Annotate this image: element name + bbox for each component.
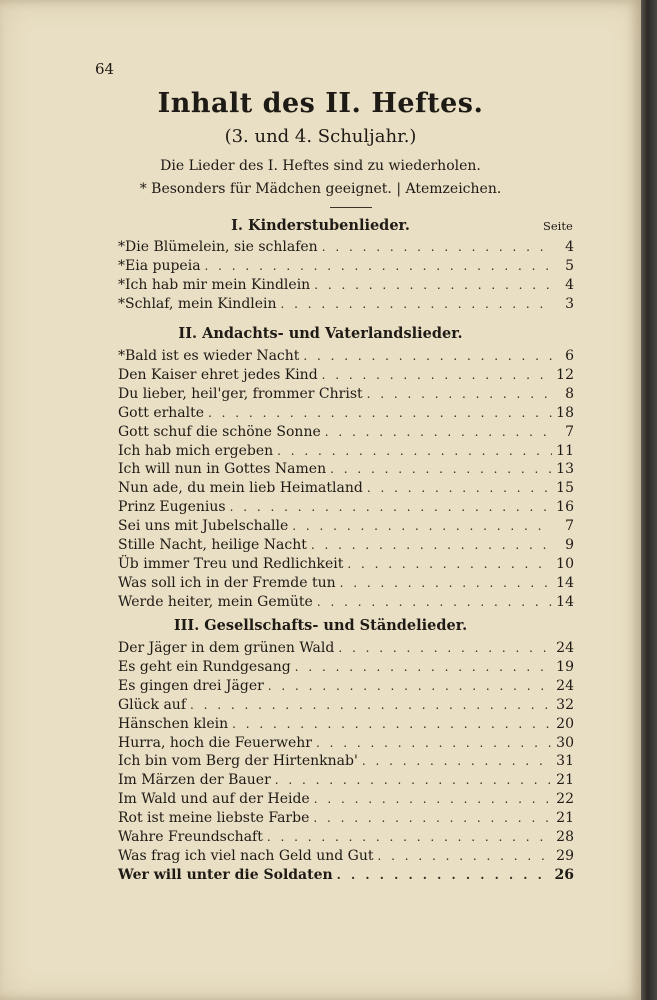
entry-page-number: 3 [565,295,574,312]
toc-entry [118,518,574,536]
entry-page-number: 12 [556,366,574,383]
note-legend: * Besonders für Mädchen geeignet. | Atemzeichen. [139,181,502,197]
entry-page-number: 16 [556,499,574,516]
dot-leader [377,849,552,863]
toc-entry [118,659,574,677]
entry-page-number: 5 [565,257,574,274]
entry-title: Im Märzen der Bauer [118,772,271,789]
entry-page-number: 20 [556,715,574,732]
dot-leader [322,240,552,254]
entry-page-number: 32 [556,696,574,713]
toc-entry [118,640,574,658]
dot-leader [295,660,552,674]
entry-title: Der Jäger in dem grünen Wald [118,640,335,656]
entry-title: Im Wald und auf der Heide [118,791,310,808]
toc-entry [118,277,574,295]
note-repeat: Die Lieder des I. Heftes sind zu wiederholen. [160,158,481,174]
dot-leader [367,481,552,495]
entry-page-number: 24 [556,677,574,694]
toc-entry [118,556,574,574]
section-heading: I. Kinderstubenlieder. [231,217,410,234]
dot-leader [292,519,552,533]
toc-entry [118,405,574,423]
entry-page-number: 31 [556,753,574,770]
section-heading: II. Andachts- und Vaterlandslieder. [178,325,463,342]
divider-rule [330,207,372,208]
dot-leader [230,500,552,514]
entry-title: *Die Blümelein, sie schlafen [118,239,318,255]
entry-title: Sei uns mit Jubelschalle [118,518,289,535]
entry-page-number: 4 [565,276,574,293]
dot-leader [367,387,552,401]
dot-leader [340,576,552,590]
toc-entry [118,386,574,404]
toc-entry [118,480,574,498]
entry-title: Gott schuf die schöne Sonne [118,423,321,440]
dot-leader [330,462,552,476]
dot-leader [277,444,552,458]
entry-title: Hurra, hoch die Feuerwehr [118,734,312,751]
toc-entry [118,716,574,734]
entry-title: Wer will unter die Soldaten [118,866,333,883]
dot-leader [281,297,552,311]
entry-title: Wahre Freundschaft [118,829,263,845]
entry-page-number: 18 [556,404,574,421]
dot-leader [205,259,552,273]
entry-title: Du lieber, heil'ger, frommer Christ [118,385,363,402]
entry-page-number: 7 [565,423,574,440]
section-heading: III. Gesellschafts- und Ständelieder. [173,617,468,634]
entry-page-number: 21 [556,810,574,827]
toc-entry [118,499,574,517]
toc-entry [118,594,574,612]
dot-leader [317,595,552,609]
entry-page-number: 8 [565,385,574,402]
dot-leader [190,698,552,712]
entry-page-number: 26 [554,866,574,883]
entry-page-number: 4 [565,239,574,255]
entry-page-number: 10 [556,555,574,572]
entry-page-number: 15 [556,480,574,497]
entry-page-number: 6 [565,348,574,364]
dot-leader [347,557,552,571]
dot-leader [338,641,552,655]
entry-page-number: 9 [565,537,574,553]
entry-page-number: 22 [556,791,574,808]
entry-title: *Ich hab mir mein Kindlein [118,276,311,293]
entry-title: Es geht ein Rundgesang [118,658,291,675]
dot-leader [314,792,552,806]
dot-leader [325,425,552,439]
dot-leader [313,811,552,825]
toc-entry [118,537,574,555]
toc-entry [118,258,574,276]
entry-title: Glück auf [118,696,186,713]
entry-title: Ich hab mich ergeben [118,442,274,459]
dot-leader [314,278,552,292]
page-subtitle: (3. und 4. Schuljahr.) [224,126,417,147]
toc-entry [118,697,574,715]
toc-entry [118,735,574,753]
toc-entry [118,791,574,809]
entry-title: Was soll ich in der Fremde tun [118,574,336,591]
dot-leader [311,538,552,552]
entry-page-number: 7 [565,518,574,535]
dot-leader [322,368,552,382]
entry-page-number: 13 [556,461,574,478]
entry-page-number: 19 [556,658,574,675]
dot-leader [362,754,552,768]
toc-entry [118,772,574,790]
dot-leader [232,717,552,731]
seite-column-label: Seite [543,219,573,233]
entry-page-number: 11 [556,442,574,459]
toc-entry [118,867,574,885]
entry-title: Ich will nun in Gottes Namen [118,461,327,478]
entry-title: Was frag ich viel nach Geld und Gut [118,847,374,864]
entry-page-number: 14 [556,574,574,591]
entry-title: Hänschen klein [118,715,229,732]
toc-entry [118,239,574,257]
entry-title: Werde heiter, mein Gemüte [118,593,313,610]
entry-title: Prinz Eugenius [118,499,226,516]
entry-page-number: 14 [556,593,574,610]
toc-entry [118,424,574,442]
dot-leader [267,830,552,844]
dot-leader [316,736,552,750]
entry-title: Ich bin vom Berg der Hirtenknab' [118,753,358,770]
entry-page-number: 30 [556,734,574,751]
entry-title: *Bald ist es wieder Nacht [118,348,300,364]
entry-page-number: 24 [556,640,574,656]
entry-page-number: 29 [556,847,574,864]
page-title: Inhalt des II. Heftes. [157,88,484,119]
toc-entry [118,829,574,847]
toc-entry [118,443,574,461]
entry-title: Stille Nacht, heilige Nacht [118,537,307,553]
toc-entry [118,461,574,479]
entry-page-number: 21 [556,772,574,789]
entry-title: Üb immer Treu und Redlichkeit [118,555,344,572]
entry-title: Gott erhalte [118,404,205,421]
toc-entry [118,296,574,314]
entry-title: Den Kaiser ehret jedes Kind [118,366,318,383]
book-gutter [641,0,657,1000]
dot-leader [337,868,551,882]
toc-entry [118,678,574,696]
toc-entry [118,367,574,385]
toc-entry [118,848,574,866]
toc-entry [118,348,574,366]
dot-leader [208,406,552,420]
dot-leader [275,773,552,787]
entry-title: *Eia pupeia [118,257,201,274]
dot-leader [268,679,552,693]
toc-entry [118,810,574,828]
entry-title: Es gingen drei Jäger [118,677,264,694]
entry-title: *Schlaf, mein Kindlein [118,295,277,312]
page-number: 64 [95,60,115,78]
entry-page-number: 28 [556,829,574,845]
entry-title: Rot ist meine liebste Farbe [118,810,310,827]
toc-entry [118,575,574,593]
dot-leader [303,349,552,363]
entry-title: Nun ade, du mein lieb Heimatland [118,480,363,497]
toc-entry [118,753,574,771]
